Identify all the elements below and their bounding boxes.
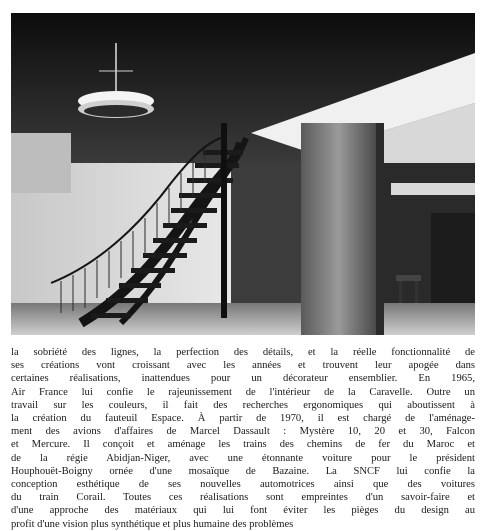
text-line: Air France lui confie le rajeunissement de l'intérieur de la Caravelle. Outre un: [11, 386, 475, 398]
text-line: d'une approche des matériaux qui lui font éviter les pièges du design au: [11, 505, 475, 517]
text-line: conception esthétique de ses nouvelles automotrices ainsi que des voitures: [11, 479, 475, 491]
text-line: et Mercure. Il conçoit et aménage les trains des chemins de fer du Maroc et: [11, 439, 475, 451]
text-line: ses créations vont croissant avec les années et trouvent leur apogée dans: [11, 360, 475, 372]
text-line: du train Corail. Toutes ces réalisations sont empreintes d'un savoir-faire et: [11, 492, 475, 504]
text-line: Houphouët-Boigny ornée d'une mosaïque de Bazaine. La SNCF lui confie la: [11, 465, 475, 477]
text-line: ment des avions d'affaires de Marcel Dassault : Mystère 10, 20 et 30, Falcon: [11, 426, 475, 438]
text-line: la sobriété des lignes, la perfection des détails, et la réelle fonctionnalité de: [11, 347, 475, 358]
text-line: travail sur les couleurs, il fait des recherches ergonomiques qui aboutissent à: [11, 399, 475, 411]
text-line: certaines réalisations, inattendues pour un décorateur ensemblier. En 1965,: [11, 373, 475, 385]
photo-image: [11, 13, 475, 335]
staircase-photograph: [11, 13, 475, 335]
text-line: profit d'une vision plus synthétique et plus humaine des problèmes: [11, 518, 294, 530]
article-body-text: [11, 346, 475, 531]
text-line: de la régie Abidjan-Niger, avec une étonnante voiture pour le président: [11, 452, 475, 464]
text-line: la création du fauteuil Espace. À partir de 1970, il est chargé de l'aménage-: [11, 413, 475, 425]
